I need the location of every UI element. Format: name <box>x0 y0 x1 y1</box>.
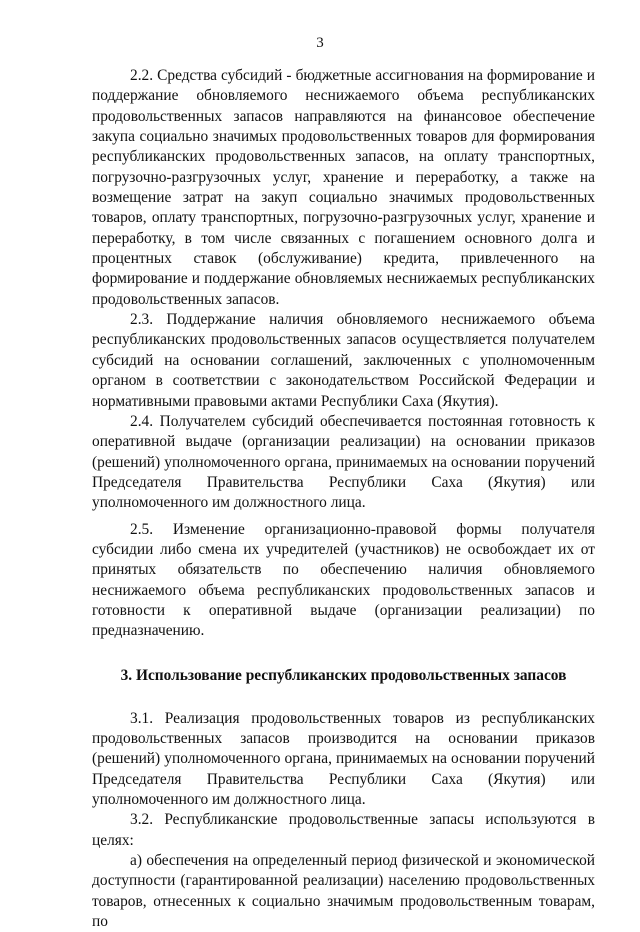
paragraph-2-2: 2.2. Средства субсидий - бюджетные ассигнования на формирование и поддержание обновляемого неснижаемого объема республиканских продовольственных запасов направляются на финансовое обеспечение закупа социально значимых продовольственных товаров для формирования республиканских продовольственных запасов, на оплату транспортных, погрузочно-разгрузочных услуг, хранение и переработку, а также на возмещение затрат на закуп социально значимых продовольственных товаров, оплату транспортных, погрузочно-разгрузочных услуг, хранение и переработку, в том числе связанных с погашением основного долга и процентных ставок (обслуживание) кредита, привлеченного на формирование и поддержание обновляемых неснижаемых республиканских продовольственных запасов. <box>92 67 595 308</box>
document-body <box>92 66 595 932</box>
paragraph-2-5: 2.5. Изменение организационно-правовой формы получателя субсидии либо смена их учредителей (участников) не освобождает их от принятых обязательств по обеспечению наличия обновляемого неснижаемого объема республиканских продовольственных запасов и готовности к оперативной выдаче (организации реализации) по предназначению. <box>92 520 595 640</box>
paragraph-2-3: 2.3. Поддержание наличия обновляемого неснижаемого объема республиканских продовольственных запасов осуществляется получателем субсидий на основании соглашений, заключенных с уполномоченным органом в соответствии с законодательством Российской Федерации и нормативными правовыми актами Республики Саха (Якутия). <box>92 311 595 410</box>
paragraph-3-2: 3.2. Республиканские продовольственные запасы используются в целях: <box>92 811 595 849</box>
section-3-heading: 3. Использование республиканских продовольственных запасов <box>120 666 567 684</box>
paragraph-3-1: 3.1. Реализация продовольственных товаров из республиканских продовольственных запасов производится на основании приказов (решений) уполномоченного органа, принимаемых на основании поручений Председателя Правительства Республики Саха (Якутия) или уполномоченного им должностного лица. <box>92 709 595 808</box>
paragraph-3-2-a: а) обеспечения на определенный период физической и экономической доступности (гарантированной реализации) населению продовольственных товаров, отнесенных к социально значимым продовольственным товарам, по <box>92 852 595 931</box>
paragraph-2-4: 2.4. Получателем субсидий обеспечивается постоянная готовность к оперативной выдаче (организации реализации) на основании приказов (решений) уполномоченного органа, принимаемых на основании поручений Председателя Правительства Республики Саха (Якутия) или уполномоченного им должностного лица. <box>92 412 595 512</box>
page-number: 3 <box>316 35 324 51</box>
